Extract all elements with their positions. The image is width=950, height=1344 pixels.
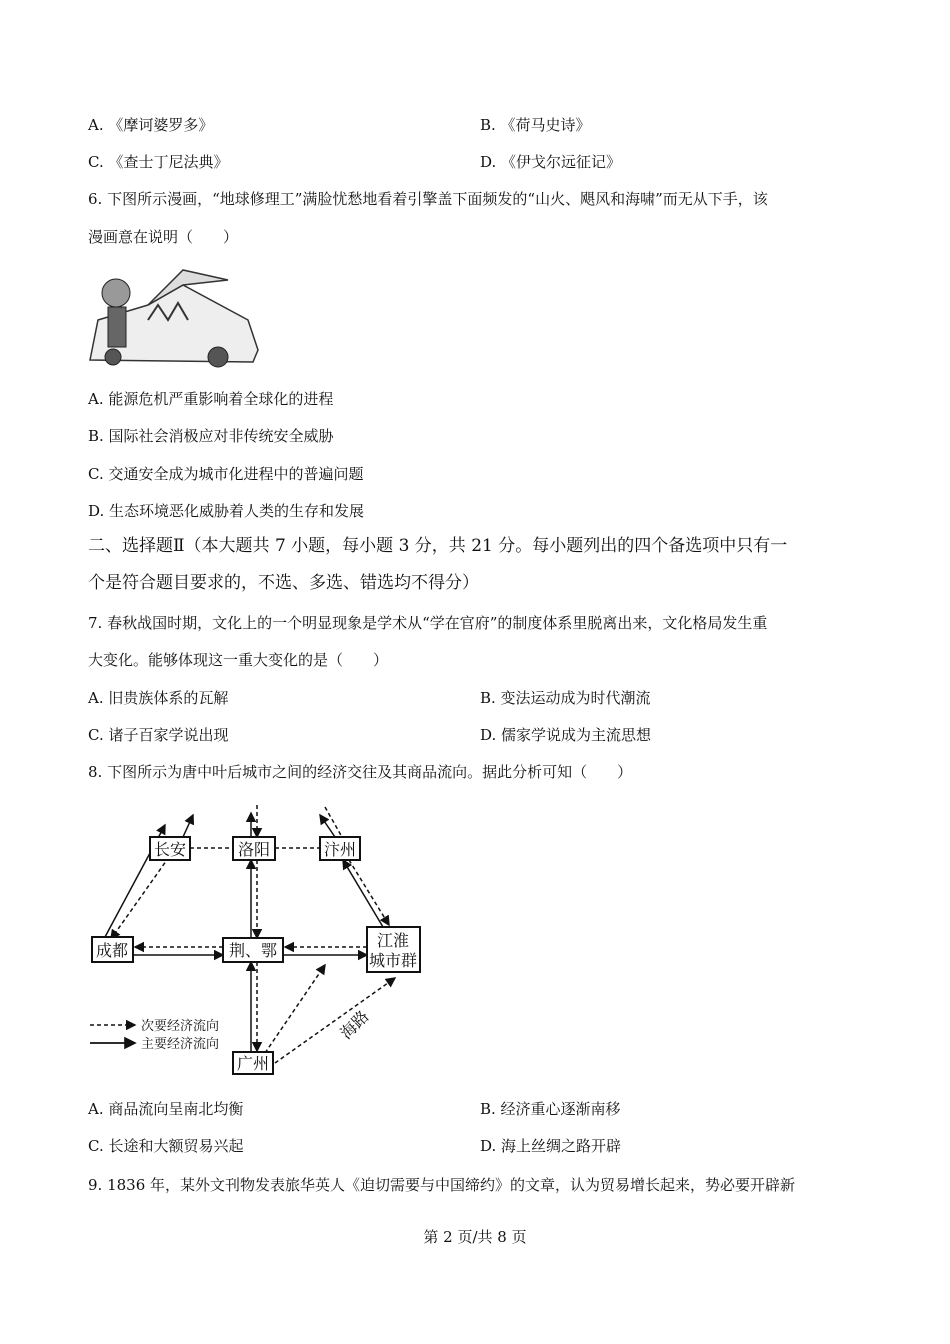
city-changan: 长安: [153, 840, 187, 859]
q9-stem-line1: 9. 1836 年，某外文刊物发表旅华英人《迫切需要与中国缔约》的文章，认为贸易增长起来，势必要开辟新: [88, 1176, 796, 1194]
flow-line: [349, 860, 389, 925]
flow-line: [275, 978, 395, 1063]
trade-flow-diagram: [85, 795, 425, 1080]
q7-stem-line2: 大变化。能够体现这一重大变化的是（ ）: [88, 651, 389, 669]
q5-option-c: C. 《查士丁尼法典》: [88, 153, 229, 171]
city-jinge: 荆、鄂: [228, 941, 278, 960]
section2-heading-line2: 个是符合题目要求的，不选、多选、错选均不得分）: [88, 573, 479, 593]
q7-option-a: A. 旧贵族体系的瓦解: [88, 689, 229, 707]
flow-line: [183, 815, 193, 837]
q8-option-a: A. 商品流向呈南北均衡: [88, 1100, 244, 1118]
flow-line: [320, 815, 335, 837]
q8-option-b: B. 经济重心逐渐南移: [480, 1100, 621, 1118]
cartoon-earth-repairman: [88, 265, 260, 368]
city-luoyang: 洛阳: [237, 840, 271, 859]
legend-secondary-label: 次要经济流向: [141, 1019, 220, 1034]
section2-heading-line1: 二、选择题Ⅱ（本大题共 7 小题，每小题 3 分，共 21 分。每小题列出的四个备选项中只有一: [88, 536, 788, 556]
city-jianghuai-line2: 城市群: [368, 951, 418, 970]
q7-option-d: D. 儒家学说成为主流思想: [480, 726, 652, 744]
flow-line: [265, 965, 325, 1053]
flow-line: [111, 857, 169, 939]
city-guangzhou: 广州: [236, 1054, 270, 1073]
q6-option-a: A. 能源危机严重影响着全球化的进程: [88, 390, 334, 408]
page-footer: 第 2 页/共 8 页: [423, 1228, 527, 1246]
q8-stem: 8. 下图所示为唐中叶后城市之间的经济交往及其商品流向。据此分析可知（ ）: [88, 763, 633, 781]
q7-option-b: B. 变法运动成为时代潮流: [480, 689, 651, 707]
q6-stem-line2: 漫画意在说明（ ）: [88, 228, 239, 246]
flow-line: [343, 860, 383, 927]
sea-route-label: 海路: [336, 1006, 373, 1043]
q8-option-c: C. 长途和大额贸易兴起: [88, 1137, 244, 1155]
q7-stem-line1: 7. 春秋战国时期，文化上的一个明显现象是学术从“学在官府”的制度体系里脱离出来，文化格局发生重: [88, 614, 768, 632]
q6-option-c: C. 交通安全成为城市化进程中的普遍问题: [88, 465, 364, 483]
city-jianghuai-line1: 江淮: [376, 931, 410, 950]
q5-option-b: B. 《荷马史诗》: [480, 116, 591, 134]
q5-option-a: A. 《摩诃婆罗多》: [88, 116, 214, 134]
q6-stem-line1: 6. 下图所示漫画，“地球修理工”满脸忧愁地看着引擎盖下面频发的“山火、飓风和海啸”而无从下手，该: [88, 190, 768, 208]
q5-option-d: D. 《伊戈尔远征记》: [480, 153, 622, 171]
city-chengdu: 成都: [95, 941, 129, 960]
legend-primary-label: 主要经济流向: [141, 1037, 220, 1052]
city-bianzhou: 汴州: [323, 840, 357, 859]
q7-option-c: C. 诸子百家学说出现: [88, 726, 229, 744]
q8-option-d: D. 海上丝绸之路开辟: [480, 1137, 622, 1155]
q6-option-d: D. 生态环境恶化威胁着人类的生存和发展: [88, 502, 365, 520]
q6-option-b: B. 国际社会消极应对非传统安全威胁: [88, 427, 334, 445]
